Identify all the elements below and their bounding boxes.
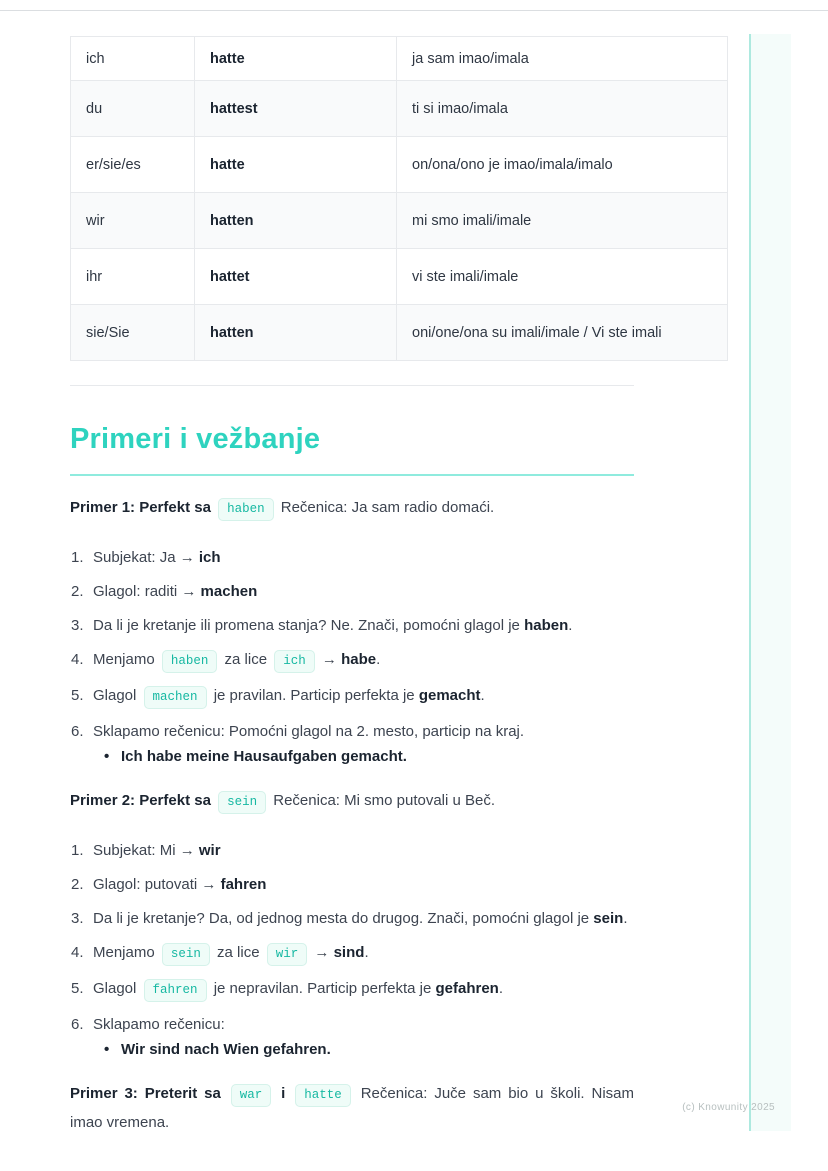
example-sentence-item (104, 744, 634, 769)
inline-code-chip: ich (274, 650, 315, 673)
text-segment: . (364, 944, 369, 961)
step-item (71, 647, 634, 674)
step-number: 2. (71, 876, 84, 893)
example-intro (70, 1080, 634, 1136)
text-segment: . (376, 651, 381, 668)
inline-code-chip: sein (162, 943, 210, 966)
text-segment: Menjamo (93, 944, 159, 961)
example-steps-list (70, 545, 634, 769)
verb-cell: hatte (195, 37, 397, 81)
verb-cell: hatten (195, 193, 397, 249)
step-item (71, 940, 634, 967)
table-row (71, 193, 728, 249)
bullet-icon: • (104, 748, 110, 765)
text-segment: . (623, 910, 628, 927)
text-segment: Menjamo (93, 651, 159, 668)
step-number: 2. (71, 583, 84, 600)
document-page (70, 36, 662, 1136)
step-item (71, 976, 634, 1003)
section-divider (70, 385, 634, 386)
bold-text: sein (593, 910, 624, 927)
bold-text: habe (341, 651, 377, 668)
pronoun-cell: er/sie/es (71, 137, 195, 193)
bold-text: gemacht (418, 687, 481, 704)
bold-text: Primer 3: Preterit sa (70, 1085, 228, 1102)
example-sentence-list (93, 1037, 634, 1062)
bold-text: Ich habe meine Hausaufgaben gemacht. (121, 748, 407, 765)
inline-code-chip: hatte (295, 1084, 351, 1107)
step-item (71, 906, 634, 931)
inline-code-chip: wir (267, 943, 308, 966)
pronoun-cell: wir (71, 193, 195, 249)
step-item (71, 719, 634, 769)
bold-text: fahren (220, 876, 267, 893)
translation-cell: ja sam imao/imala (397, 37, 728, 81)
step-number: 5. (71, 980, 84, 997)
bold-text: wir (198, 842, 221, 859)
conjugation-table (70, 36, 728, 361)
page-top-divider (0, 10, 828, 11)
verb-cell: hatten (195, 305, 397, 361)
text-segment: Glagol: putovati → (93, 876, 221, 893)
bold-text: sind (333, 944, 365, 961)
step-number: 6. (71, 1016, 84, 1033)
step-number: 6. (71, 723, 84, 740)
text-segment: Subjekat: Ja → (93, 549, 199, 566)
page-edge-accent-stripe (749, 34, 791, 1131)
text-segment: je pravilan. Particip perfekta je (209, 687, 419, 704)
example-intro (70, 494, 634, 523)
text-segment: → (317, 651, 342, 668)
bold-text: machen (200, 583, 258, 600)
pronoun-cell: du (71, 81, 195, 137)
inline-code-chip: war (231, 1084, 272, 1107)
text-segment: Sklapamo rečenicu: Pomoćni glagol na 2. mesto, particip na kraj. (93, 723, 525, 740)
pronoun-cell: ihr (71, 249, 195, 305)
step-item (71, 872, 634, 897)
step-number: 3. (71, 910, 84, 927)
table-row (71, 81, 728, 137)
text-segment: za lice (220, 651, 272, 668)
table-row (71, 305, 728, 361)
section-heading: Primeri i vežbanje (70, 422, 634, 476)
text-segment: Rečenica: Juče sam bio u školi. Nisam imao vremena. (70, 1085, 634, 1131)
examples-section (70, 494, 634, 1136)
step-number: 5. (71, 687, 84, 704)
verb-cell: hattest (195, 81, 397, 137)
example-steps-list (70, 838, 634, 1062)
text-segment: Da li je kretanje? Da, od jednog mesta do drugog. Znači, pomoćni glagol je (93, 910, 594, 927)
example-intro (70, 787, 634, 816)
step-number: 1. (71, 842, 84, 859)
bullet-icon: • (104, 1041, 110, 1058)
step-item (71, 613, 634, 638)
pronoun-cell: sie/Sie (71, 305, 195, 361)
pronoun-cell: ich (71, 37, 195, 81)
bold-text: Wir sind nach Wien gefahren. (121, 1041, 331, 1058)
text-segment: Rečenica: Mi smo putovali u Beč. (269, 792, 496, 809)
step-item (71, 838, 634, 863)
inline-code-chip: sein (218, 791, 266, 814)
text-segment: je nepravilan. Particip perfekta je (209, 980, 436, 997)
conjugation-table-body (71, 37, 728, 361)
copyright-notice: (c) Knowunity 2025 (682, 1102, 775, 1113)
step-item (71, 1012, 634, 1062)
text-segment: Glagol (93, 687, 141, 704)
step-number: 4. (71, 651, 84, 668)
example-sentence-list (93, 744, 634, 769)
text-segment: Rečenica: Ja sam radio domaći. (276, 499, 495, 516)
text-segment: → (310, 944, 334, 961)
inline-code-chip: fahren (144, 979, 207, 1002)
translation-cell: on/ona/ono je imao/imala/imalo (397, 137, 728, 193)
step-item (71, 579, 634, 604)
text-segment: . (480, 687, 485, 704)
step-number: 4. (71, 944, 84, 961)
step-item (71, 545, 634, 570)
example-sentence-item (104, 1037, 634, 1062)
text-segment: . (568, 617, 573, 634)
text-segment: Glagol: raditi → (93, 583, 201, 600)
text-segment: . (498, 980, 504, 997)
table-row (71, 137, 728, 193)
text-segment: za lice (212, 944, 264, 961)
bold-text: gefahren (435, 980, 499, 997)
bold-text: ich (198, 549, 221, 566)
text-segment: Da li je kretanje ili promena stanja? Ne. Znači, pomoćni glagol je (93, 617, 525, 634)
bold-text: haben (524, 617, 569, 634)
translation-cell: vi ste imali/imale (397, 249, 728, 305)
bold-text: Primer 2: Perfekt sa (70, 792, 216, 809)
text-segment: Sklapamo rečenicu: (93, 1016, 225, 1033)
translation-cell: ti si imao/imala (397, 81, 728, 137)
text-segment: Glagol (93, 980, 141, 997)
verb-cell: hattet (195, 249, 397, 305)
text-segment: Subjekat: Mi → (93, 842, 199, 859)
inline-code-chip: haben (218, 498, 274, 521)
bold-text: i (274, 1085, 293, 1102)
table-row (71, 37, 728, 81)
step-item (71, 683, 634, 710)
step-number: 3. (71, 617, 84, 634)
step-number: 1. (71, 549, 84, 566)
translation-cell: mi smo imali/imale (397, 193, 728, 249)
verb-cell: hatte (195, 137, 397, 193)
inline-code-chip: machen (144, 686, 207, 709)
translation-cell: oni/one/ona su imali/imale / Vi ste imali (397, 305, 728, 361)
bold-text: Primer 1: Perfekt sa (70, 499, 216, 516)
inline-code-chip: haben (162, 650, 218, 673)
table-row (71, 249, 728, 305)
